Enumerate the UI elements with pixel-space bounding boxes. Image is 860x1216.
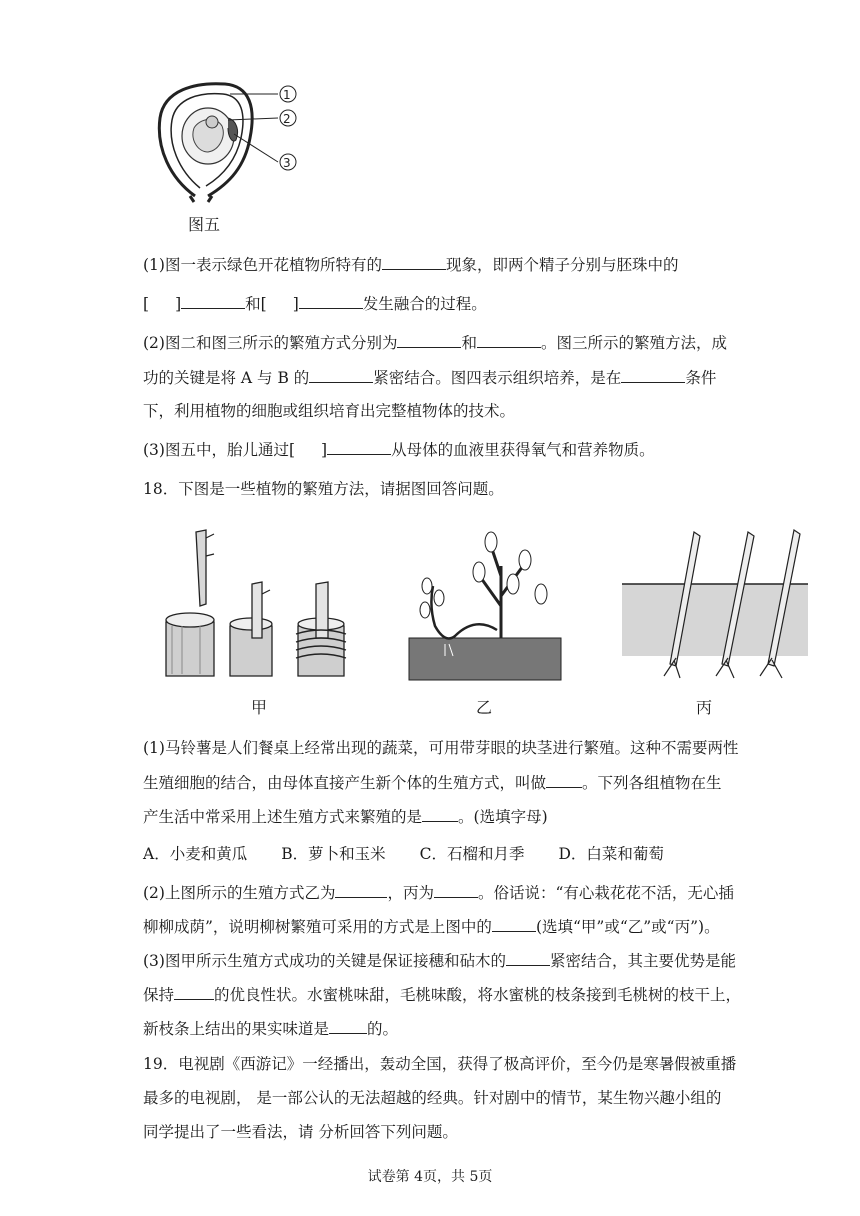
bracket-close: ] <box>292 295 299 313</box>
text: (2)图二和图三所示的繁殖方式分别为 <box>143 334 398 352</box>
q18-options <box>143 843 698 865</box>
fig5-uterus-diagram <box>150 78 310 203</box>
text: 发生融合的过程。 <box>362 295 487 313</box>
q18-p1-line1: (1)马铃薯是人们餐桌上经常出现的蔬菜，可用带芽眼的块茎进行繁殖。这种不需要两性 <box>143 739 739 757</box>
answer-blank[interactable] <box>309 366 373 383</box>
fig5-caption: 图五 <box>188 215 221 234</box>
answer-blank[interactable] <box>174 983 214 1000</box>
page-footer: 试卷第 4页，共 5页 <box>367 1169 493 1185</box>
text: (选填“甲”或“乙”或“丙”)。 <box>535 918 720 936</box>
option-c[interactable]: C．石榴和月季 <box>419 845 525 863</box>
text: 的优良性状。水蜜桃味甜，毛桃味酸，将水蜜桃的枝条接到毛桃树的枝干上， <box>214 986 742 1004</box>
bracket-close: ] <box>175 295 182 313</box>
answer-blank[interactable] <box>477 331 541 348</box>
text: 。下列各组植物在生 <box>582 774 722 792</box>
text: 从母体的血液里获得氧气和营养物质。 <box>391 441 655 459</box>
text: 条件 <box>685 369 717 387</box>
q18-p3-line3 <box>143 1017 398 1040</box>
q18-p1-line2 <box>143 771 722 794</box>
text: 下，利用植物的细胞或组织培育出完整植物体的技术。 <box>143 402 516 420</box>
answer-blank[interactable] <box>335 881 387 898</box>
text: 。俗话说：“有心栽花花不活，无心插 <box>477 884 734 902</box>
text: 柳柳成荫”，说明柳树繁殖可采用的方式是上图中的 <box>143 918 492 936</box>
q18-title: 18．下图是一些植物的繁殖方法，请据图回答问题。 <box>143 480 504 498</box>
figure-bing-cutting <box>620 526 810 682</box>
q17-p2-line1 <box>143 331 727 354</box>
text: 现象，即两个精子分别与胚珠中的 <box>445 256 679 274</box>
answer-blank[interactable] <box>329 1017 367 1034</box>
text: 保持 <box>143 986 175 1004</box>
q18-p1-line3 <box>143 805 548 828</box>
q18-p2-line2 <box>143 915 720 938</box>
text: ，丙为 <box>387 884 434 902</box>
q17-p1-line1 <box>143 253 678 276</box>
q17-p1-line2 <box>143 292 487 315</box>
option-a[interactable]: A．小麦和黄瓜 <box>143 845 248 863</box>
text: 功的关键是将 A 与 B 的 <box>143 369 310 387</box>
answer-blank[interactable] <box>546 771 582 788</box>
text: 。图三所示的繁殖方法，成 <box>540 334 727 352</box>
answer-blank[interactable] <box>299 292 363 309</box>
text: 紧密结合。图四表示组织培养，是在 <box>373 369 622 387</box>
text: 生殖细胞的结合，由母体直接产生新个体的生殖方式，叫做 <box>143 774 547 792</box>
text: 紧密结合，其主要优势是能 <box>549 952 736 970</box>
text: (1)图一表示绿色开花植物所特有的 <box>143 256 382 274</box>
text: 产生活中常采用上述生殖方式来繁殖的是 <box>143 808 423 826</box>
q18-p3-line2 <box>143 983 741 1006</box>
answer-blank[interactable] <box>181 292 245 309</box>
text: 的。 <box>367 1020 399 1038</box>
fig5-marker-2: 2 <box>283 112 291 126</box>
fig5-marker-3: 3 <box>283 156 291 170</box>
text: (3)图五中，胎儿通过[ <box>143 441 296 459</box>
answer-blank[interactable] <box>397 331 461 348</box>
text: (3)图甲所示生殖方式成功的关键是保证接穗和砧木的 <box>143 952 506 970</box>
q18-p2-line1 <box>143 881 734 904</box>
q17-p2-line2 <box>143 366 716 389</box>
text: 新枝条上结出的果实味道是 <box>143 1020 330 1038</box>
figure-yi-layering <box>405 526 565 682</box>
bracket-close: ] <box>321 441 328 459</box>
text: (2)上图所示的生殖方式乙为 <box>143 884 336 902</box>
q17-p2-line3 <box>143 400 515 422</box>
text: 。(选填字母) <box>458 808 548 826</box>
figure-label-yi: 乙 <box>476 698 493 717</box>
answer-blank[interactable] <box>434 881 478 898</box>
answer-blank[interactable] <box>621 366 685 383</box>
q19-line3: 同学提出了一些看法，请 分析回答下列问题。 <box>143 1123 458 1141</box>
fig5-marker-1: 1 <box>283 88 291 102</box>
q19-line2: 最多的电视剧， 是一部公认的无法超越的经典。针对剧中的情节，某生物兴趣小组的 <box>143 1089 722 1107</box>
bracket-open: [ <box>143 295 150 313</box>
q17-p3-line1 <box>143 438 655 461</box>
text: 和[ <box>245 295 267 313</box>
answer-blank[interactable] <box>506 949 550 966</box>
answer-blank[interactable] <box>327 438 391 455</box>
option-d[interactable]: D．白菜和葡萄 <box>558 845 664 863</box>
figure-label-bing: 丙 <box>696 698 713 717</box>
q19-line1: 19．电视剧《西游记》一经播出，轰动全国，获得了极高评价，至今仍是寒暑假被重播 <box>143 1055 737 1073</box>
answer-blank[interactable] <box>492 915 536 932</box>
option-b[interactable]: B．萝卜和玉米 <box>281 845 386 863</box>
q18-p3-line1 <box>143 949 736 972</box>
text: 和 <box>461 334 477 352</box>
answer-blank[interactable] <box>382 253 446 270</box>
figure-label-jia: 甲 <box>251 698 268 717</box>
figure-jia-grafting <box>160 526 360 682</box>
answer-blank[interactable] <box>422 805 458 822</box>
